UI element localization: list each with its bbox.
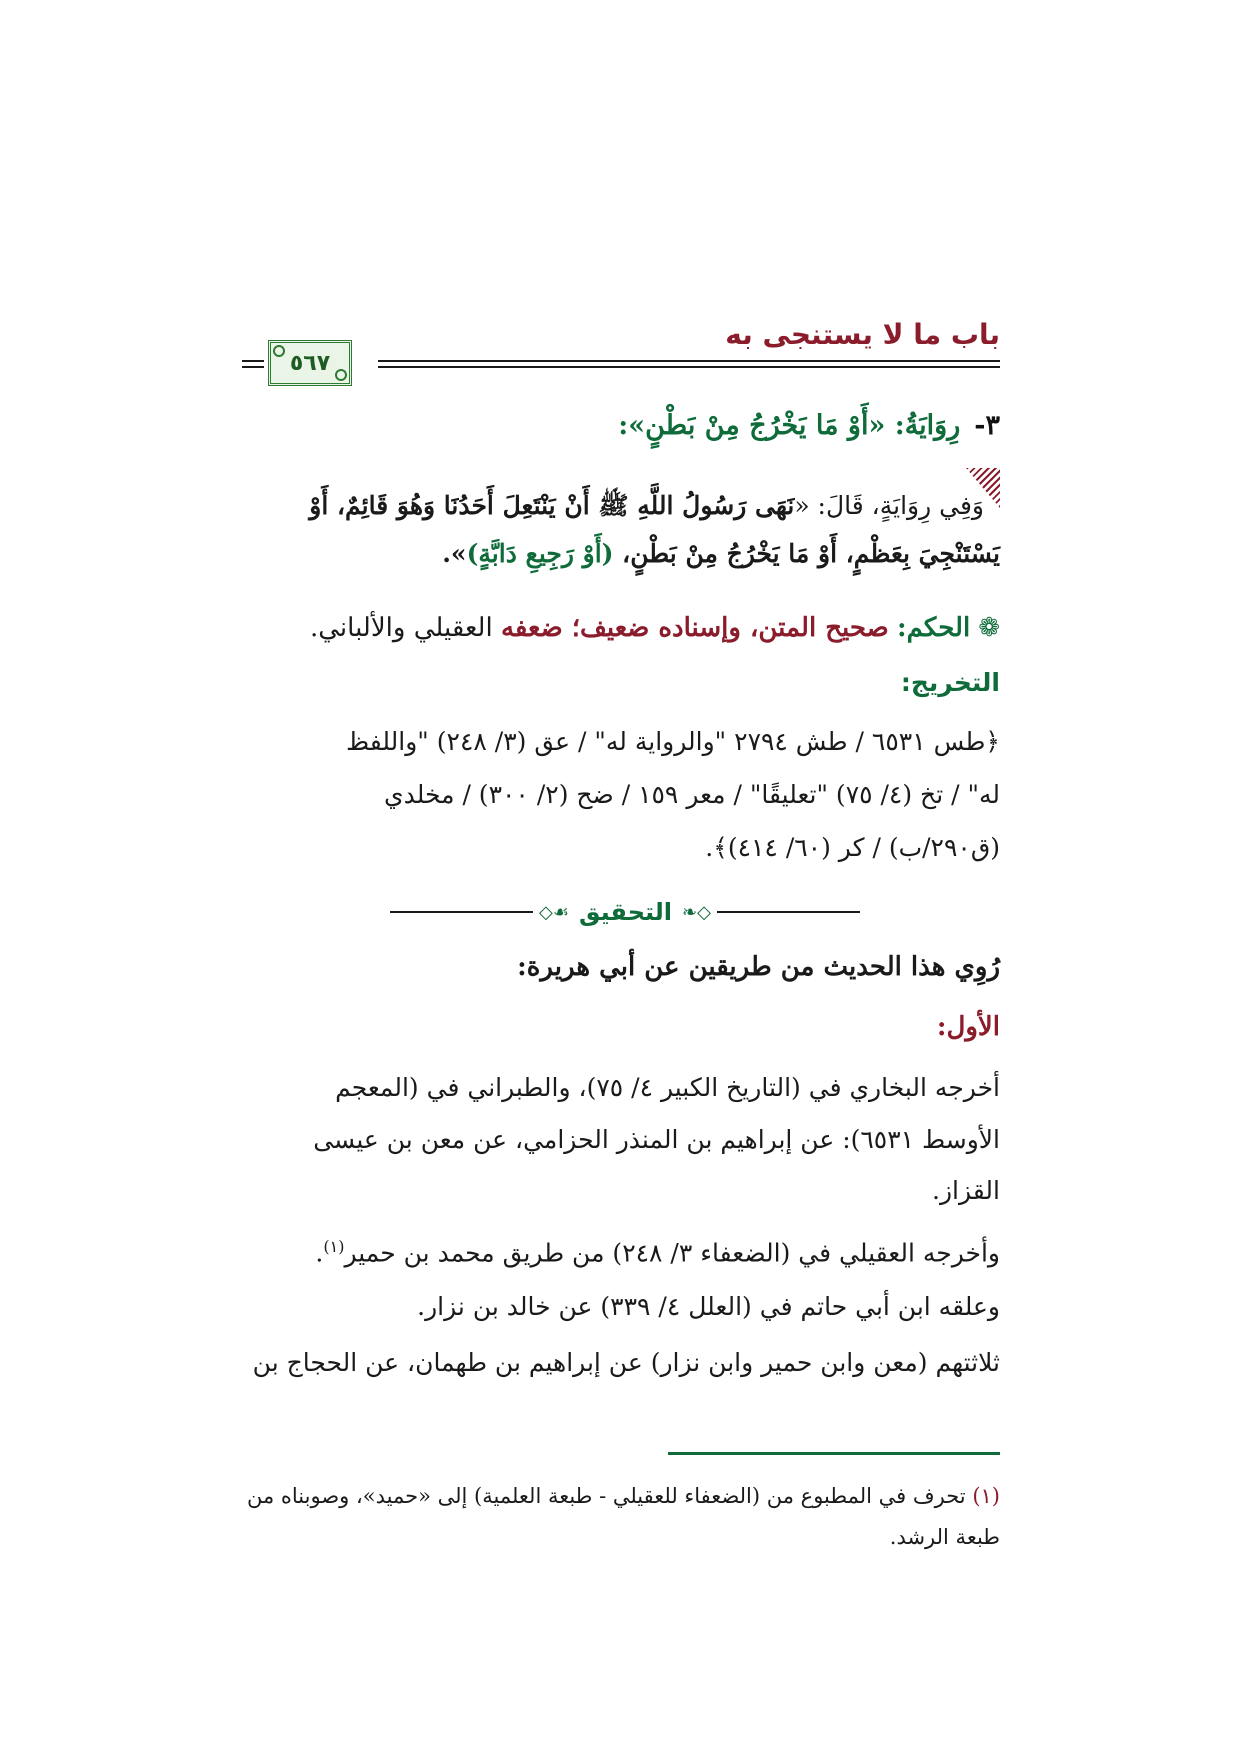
quote-text: نَهَى رَسُولُ اللَّهِ ﷺ أَنْ يَنْتَعِلَ أَحَدُنَا وَهُوَ قَائِمٌ، أَوْ [309, 491, 795, 520]
divider-line [390, 911, 533, 913]
ornament-divider-icon: ◇❧ [682, 901, 711, 923]
footnote-text: تحرف في المطبوع من (الضعفاء للعقيلي - طبعة العلمية) إلى «حميد»، وصوبناه من [247, 1484, 966, 1508]
first-heading: الأول: [936, 1012, 1000, 1042]
body-line: الأوسط ٦٥٣١): عن إبراهيم بن المنذر الحزامي، عن معن بن عيسى [313, 1125, 1000, 1154]
ruling-label: الحكم: [897, 613, 971, 643]
page-number: ٥٦٧ [289, 350, 331, 376]
footnote-continuation: طبعة الرشد. [889, 1525, 1000, 1549]
chapter-title: باب ما لا يستنجى به [725, 318, 1000, 351]
footnote [230, 1484, 1000, 1508]
header-rule [378, 366, 1000, 368]
section-title: رِوَايَةُ: «أَوْ مَا يَخْرُجُ مِنْ بَطْنٍ»: [618, 410, 961, 441]
body-line: وعلقه ابن أبي حاتم في (العلل ٤/ ٣٣٩) عن خالد بن نزار. [417, 1292, 1000, 1321]
quote-line [256, 539, 1000, 568]
ruling-line [310, 613, 1000, 643]
header-rule [378, 360, 1000, 362]
ornament-divider-icon: ☙◇ [539, 901, 569, 923]
quote-end: ». [442, 539, 467, 568]
quote-variant: (أَوْ رَجِيعِ دَابَّةٍ) [466, 539, 614, 568]
body-line [230, 1237, 1000, 1267]
body-text: . [315, 1238, 324, 1268]
takhrij-line: ﴿طس ٦٥٣١ / طش ٢٧٩٤ "والرواية له" / عق (٣/ ٢٤٨) "واللفظ [346, 727, 1000, 756]
footnote-ref[interactable]: (١) [323, 1237, 345, 1256]
ruling-rest: العقيلي والألباني. [309, 613, 493, 643]
tahqiq-divider [390, 894, 860, 930]
section-number: ٣- [974, 410, 1000, 441]
divider-line [717, 911, 860, 913]
takhrij-heading: التخريج: [900, 668, 1000, 697]
header-rule [242, 366, 264, 368]
body-line: القزاز. [932, 1176, 1000, 1205]
body-line: أخرجه البخاري في (التاريخ الكبير ٤/ ٧٥)، والطبراني في (المعجم [335, 1073, 1000, 1102]
flower-ornament-icon: ❁ [978, 613, 1000, 643]
section-heading [618, 410, 1000, 441]
ruling-verdict: صحيح المتن، وإسناده ضعيف؛ ضعفه [500, 613, 889, 643]
quote-intro: وَفِي رِوَايَةٍ، قَالَ: « [794, 491, 984, 520]
body-line: ثلاثتهم (معن وابن حمير وابن نزار) عن إبراهيم بن طهمان، عن الحجاج بن [252, 1348, 1000, 1377]
takhrij-line: (ق٢٩٠/ب) / كر (٦٠/ ٤١٤)﴾. [705, 833, 1000, 862]
body-text: وأخرجه العقيلي في (الضعفاء ٣/ ٢٤٨) من طريق محمد بن حمير [344, 1238, 1000, 1268]
page-number-badge [268, 340, 352, 386]
header-rule [242, 360, 264, 362]
quote-text: يَسْتَنْجِيَ بِعَظْمٍ، أَوْ مَا يَخْرُجُ مِنْ بَطْنٍ، [613, 539, 1000, 568]
footnote-rule [668, 1452, 1000, 1455]
body-intro: رُوِي هذا الحديث من طريقين عن أبي هريرة: [517, 952, 1000, 982]
quote-line [240, 490, 984, 527]
takhrij-line: له" / تخ (٤/ ٧٥) "تعليقًا" / معر ١٥٩ / ضح (٢/ ٣٠٠) / مخلدي [384, 780, 1000, 809]
tahqiq-label: التحقيق [579, 898, 673, 926]
footnote-number: (١) [972, 1484, 1000, 1508]
